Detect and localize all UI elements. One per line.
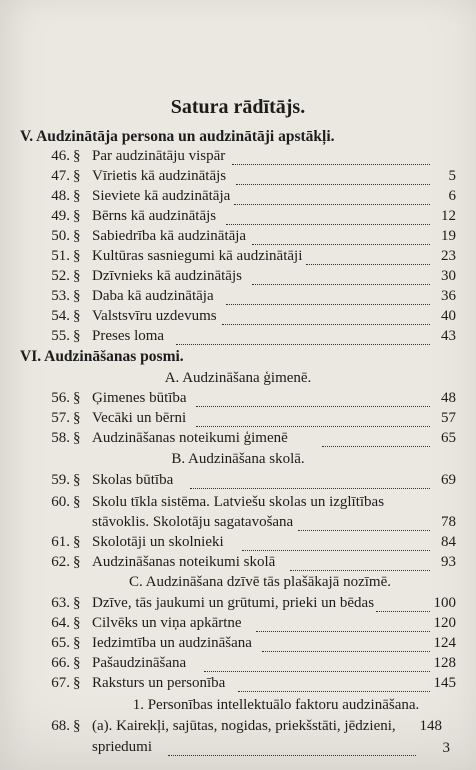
toc-entry bbox=[0, 635, 476, 655]
toc-entry bbox=[0, 228, 476, 248]
leader-dots bbox=[226, 218, 430, 225]
entry-title: Dzīvnieks kā audzinātājs bbox=[92, 268, 242, 284]
subsection-heading-1: 1. Personības intellektuālo faktoru audzināšana. bbox=[132, 697, 420, 713]
leader-dots bbox=[204, 665, 430, 672]
toc-entry bbox=[0, 390, 476, 410]
toc-entry bbox=[0, 472, 476, 492]
entry-title-line2: spriedumi bbox=[92, 739, 152, 755]
leader-dots bbox=[190, 482, 430, 489]
leader-dots bbox=[222, 318, 430, 325]
section-heading-v: V. Audzinātāja persona un audzinātāji apstākļi. bbox=[20, 128, 335, 145]
entry-number: 61. bbox=[51, 534, 70, 550]
entry-title: Kultūras sasniegumi kā audzinātāji bbox=[92, 248, 303, 264]
entry-number: 64. bbox=[51, 615, 70, 631]
entry-page: 12 bbox=[441, 208, 456, 224]
entry-number: 55. bbox=[51, 328, 70, 344]
entry-title: Daba kā audzinātāja bbox=[92, 288, 214, 304]
section-sign: § bbox=[73, 430, 81, 446]
entry-number: 60. bbox=[51, 494, 70, 510]
section-sign: § bbox=[73, 534, 81, 550]
section-heading-vi: VI. Audzināšanas posmi. bbox=[20, 348, 184, 365]
leader-dots bbox=[232, 158, 430, 165]
entry-number: 52. bbox=[51, 268, 70, 284]
entry-title: Raksturs un personība bbox=[92, 675, 226, 691]
entry-page: 36 bbox=[441, 288, 456, 304]
section-sign: § bbox=[73, 208, 81, 224]
entry-number: 66. bbox=[51, 655, 70, 671]
section-sign: § bbox=[73, 268, 81, 284]
entry-page: 65 bbox=[441, 430, 456, 446]
section-sign: § bbox=[73, 228, 81, 244]
entry-page: 145 bbox=[433, 675, 456, 691]
entry-page: 120 bbox=[433, 615, 456, 631]
section-sign: § bbox=[73, 595, 81, 611]
entry-page: 57 bbox=[441, 410, 456, 426]
entry-number: 65. bbox=[51, 635, 70, 651]
entry-title: Pašaudzināšana bbox=[92, 655, 187, 671]
section-sign: § bbox=[73, 494, 81, 510]
entry-number: 48. bbox=[51, 188, 70, 204]
entry-title: Sieviete kā audzinātāja bbox=[92, 188, 231, 204]
entry-title: Preses loma bbox=[92, 328, 165, 344]
subsection-heading-a: A. Audzināšana ģimenē. bbox=[164, 370, 312, 386]
entry-page: 69 bbox=[441, 472, 456, 488]
entry-number: 63. bbox=[51, 595, 70, 611]
entry-page: 100 bbox=[433, 595, 456, 611]
leader-dots bbox=[322, 440, 430, 447]
section-sign: § bbox=[73, 655, 81, 671]
entry-number: 50. bbox=[51, 228, 70, 244]
entry-title: Vīrietis kā audzinātājs bbox=[92, 168, 227, 184]
entry-title: Sabiedrība kā audzinātāja bbox=[92, 228, 247, 244]
leader-dots bbox=[256, 625, 430, 632]
entry-title: Audzināšanas noteikumi skolā bbox=[92, 554, 276, 570]
entry-number: 59. bbox=[51, 472, 70, 488]
entry-page: 43 bbox=[441, 328, 456, 344]
toc-entry bbox=[0, 534, 476, 554]
subsection-heading-b: B. Audzināšana skolā. bbox=[171, 451, 305, 467]
leader-dots bbox=[236, 178, 430, 185]
entry-page: 6 bbox=[448, 188, 456, 204]
entry-title: Ģimenes būtība bbox=[92, 390, 187, 406]
entry-title: Dzīve, tās jaukumi un grūtumi, prieki un bēdas bbox=[92, 595, 375, 611]
leader-dots bbox=[262, 645, 430, 652]
toc-entry bbox=[0, 595, 476, 615]
entry-title: Skolu tīkla sistēma. Latviešu skolas un izglītības bbox=[92, 494, 385, 510]
entry-title: Vecāki un bērni bbox=[92, 410, 187, 426]
section-sign: § bbox=[73, 675, 81, 691]
leader-dots bbox=[196, 420, 430, 427]
leader-dots bbox=[376, 605, 430, 612]
section-sign: § bbox=[73, 615, 81, 631]
toc-entry bbox=[0, 208, 476, 228]
entry-page: 48 bbox=[441, 390, 456, 406]
entry-number: 56. bbox=[51, 390, 70, 406]
leader-dots bbox=[252, 278, 430, 285]
entry-title: Skolas būtība bbox=[92, 472, 174, 488]
leader-dots bbox=[176, 338, 430, 345]
entry-number: 51. bbox=[51, 248, 70, 264]
entry-number: 49. bbox=[51, 208, 70, 224]
leader-dots bbox=[196, 400, 430, 407]
entry-title: Valstsvīru uzdevums bbox=[92, 308, 217, 324]
toc-entry bbox=[0, 268, 476, 288]
toc-entry bbox=[0, 675, 476, 695]
subsection-heading-c: C. Audzināšana dzīvē tās plašākajā nozīmē. bbox=[129, 574, 391, 590]
entry-number: 67. bbox=[51, 675, 70, 691]
toc-entry bbox=[0, 288, 476, 308]
entry-title: Cilvēks un viņa apkārtne bbox=[92, 615, 242, 631]
section-sign: § bbox=[73, 308, 81, 324]
entry-page: 93 bbox=[441, 554, 456, 570]
section-sign: § bbox=[73, 328, 81, 344]
entry-page: 40 bbox=[441, 308, 456, 324]
section-sign: § bbox=[73, 188, 81, 204]
entry-page: 124 bbox=[433, 635, 456, 651]
toc-entry bbox=[0, 615, 476, 635]
section-sign: § bbox=[73, 718, 81, 734]
entry-page: 30 bbox=[441, 268, 456, 284]
entry-title: Audzināšanas noteikumi ģimenē bbox=[92, 430, 288, 446]
toc-entry bbox=[0, 188, 476, 208]
section-sign: § bbox=[73, 168, 81, 184]
entry-number: 57. bbox=[51, 410, 70, 426]
entry-title: Skolotāji un skolnieki bbox=[92, 534, 224, 550]
toc-entry bbox=[0, 248, 476, 268]
toc-entry-continuation bbox=[0, 739, 476, 759]
section-sign: § bbox=[73, 248, 81, 264]
page-title: Satura rādītājs. bbox=[170, 96, 306, 118]
leader-dots bbox=[290, 564, 430, 571]
entry-number: 62. bbox=[51, 554, 70, 570]
entry-page: 84 bbox=[441, 534, 456, 550]
entry-page: 19 bbox=[441, 228, 456, 244]
section-sign: § bbox=[73, 410, 81, 426]
entry-number: 47. bbox=[51, 168, 70, 184]
entry-title-line2: stāvoklis. Skolotāju sagatavošana bbox=[92, 514, 294, 530]
leader-dots bbox=[234, 198, 430, 205]
leader-dots bbox=[306, 258, 430, 265]
entry-page: 128 bbox=[433, 655, 456, 671]
entry-title: Par audzinātāju vispār bbox=[92, 148, 226, 164]
section-sign: § bbox=[73, 472, 81, 488]
leader-dots bbox=[298, 524, 430, 531]
toc-entry bbox=[0, 655, 476, 675]
toc-entry bbox=[0, 554, 476, 574]
section-sign: § bbox=[73, 635, 81, 651]
leader-dots bbox=[242, 544, 430, 551]
toc-entry bbox=[0, 430, 476, 450]
entry-number: 46. bbox=[51, 148, 70, 164]
leader-dots bbox=[252, 238, 430, 245]
leader-dots bbox=[238, 685, 430, 692]
entry-page: 5 bbox=[448, 168, 456, 184]
toc-entry bbox=[0, 718, 476, 738]
toc-entry bbox=[0, 168, 476, 188]
toc-entry-continuation bbox=[0, 514, 476, 534]
section-sign: § bbox=[73, 148, 81, 164]
entry-page: 78 bbox=[441, 514, 456, 530]
toc-entry bbox=[0, 494, 476, 514]
toc-entry bbox=[0, 410, 476, 430]
entry-number: 53. bbox=[51, 288, 70, 304]
toc-entry bbox=[0, 308, 476, 328]
entry-page: 23 bbox=[441, 248, 456, 264]
section-sign: § bbox=[73, 554, 81, 570]
entry-title: (a). Kairekļi, sajūtas, nogidas, priekšstāti, jēdzieni, bbox=[92, 718, 396, 734]
leader-dots bbox=[226, 298, 430, 305]
page-number: 3 bbox=[442, 740, 450, 756]
entry-number: 68. bbox=[51, 718, 70, 734]
section-sign: § bbox=[73, 390, 81, 406]
entry-number: 58. bbox=[51, 430, 70, 446]
entry-page: 148 bbox=[419, 718, 442, 734]
entry-title: Iedzimtība un audzināšana bbox=[92, 635, 252, 651]
toc-entry bbox=[0, 328, 476, 348]
section-sign: § bbox=[73, 288, 81, 304]
entry-title: Bērns kā audzinātājs bbox=[92, 208, 217, 224]
toc-entry bbox=[0, 148, 476, 168]
leader-dots bbox=[168, 749, 416, 756]
entry-number: 54. bbox=[51, 308, 70, 324]
